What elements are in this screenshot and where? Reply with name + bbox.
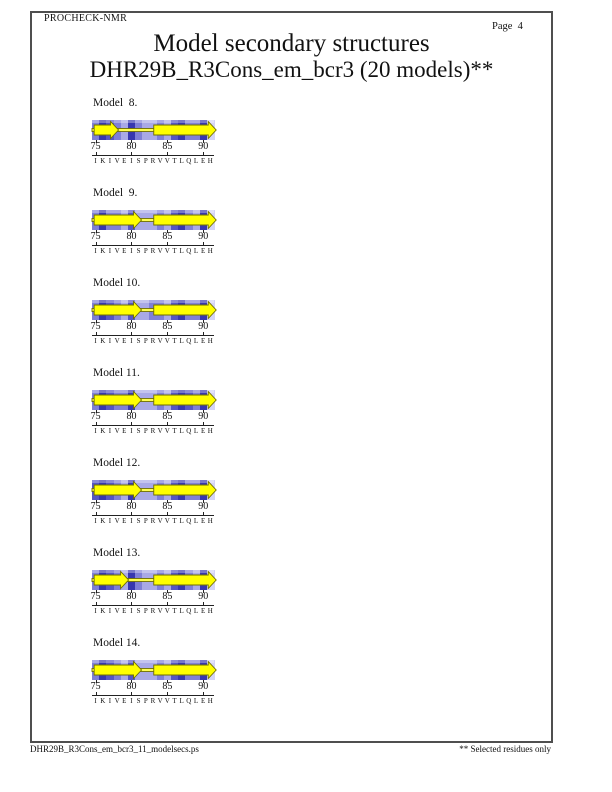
axis-tick-label: 80 — [126, 591, 137, 602]
beta-strand-arrow — [94, 212, 141, 229]
sequence-letter: V — [157, 157, 163, 165]
sequence-letter: Q — [186, 697, 192, 705]
sequence-letter: P — [143, 337, 148, 345]
sequence-letter: L — [193, 247, 199, 255]
sequence-letter: E — [201, 337, 206, 345]
sequence-letter: V — [157, 427, 163, 435]
sequence-letter: I — [108, 157, 112, 165]
sequence-ruler — [92, 425, 214, 426]
axis-tick-label: 90 — [198, 501, 209, 512]
sequence-letter: L — [179, 697, 184, 705]
secondary-structure-glyphs — [92, 210, 214, 230]
secondary-structure-glyphs — [92, 120, 214, 140]
sequence-letter: Q — [186, 607, 192, 615]
axis-tick-label: 75 — [90, 681, 101, 692]
sequence-letter: V — [164, 697, 170, 705]
sequence-letter: P — [143, 427, 148, 435]
sequence-letter: L — [179, 157, 184, 165]
sequence-letter: T — [172, 427, 177, 435]
sequence-letter: Q — [186, 337, 192, 345]
structure-bar — [92, 480, 214, 500]
sequence-letter: P — [143, 517, 148, 525]
sequence-letter: V — [164, 517, 170, 525]
sequence-letter: V — [114, 607, 120, 615]
sequence-letter: V — [114, 427, 120, 435]
sequence-letter: I — [108, 517, 112, 525]
sequence-letter: L — [193, 517, 199, 525]
sequence-letter: I — [108, 697, 112, 705]
sequence-letter: T — [172, 337, 177, 345]
sequence-letter: I — [94, 247, 97, 255]
sequence-letter: K — [100, 247, 106, 255]
model-label: Model 11. — [93, 367, 140, 379]
sequence-letter: K — [100, 157, 106, 165]
sequence-letter: I — [94, 697, 97, 705]
model-block — [0, 97, 612, 187]
sequence-letter: Q — [186, 427, 192, 435]
sequence-letter: R — [150, 337, 156, 345]
sequence-letter: P — [143, 157, 148, 165]
sequence-letter: K — [100, 697, 106, 705]
sequence-letter: S — [136, 157, 141, 165]
sequence-letter: K — [100, 337, 106, 345]
axis-tick-label: 90 — [198, 681, 209, 692]
model-block — [0, 277, 612, 367]
sequence-letter: L — [193, 157, 199, 165]
sequence-letter: L — [179, 337, 184, 345]
sequence-letter: H — [207, 517, 213, 525]
beta-strand-arrow — [154, 302, 216, 319]
axis-tick-label: 80 — [126, 501, 137, 512]
sequence-letter: S — [136, 247, 141, 255]
model-label: Model 14. — [93, 637, 141, 649]
sequence-letter: I — [94, 337, 97, 345]
sequence-ruler — [92, 605, 214, 606]
sequence-row — [92, 427, 214, 436]
axis-tick-label: 85 — [162, 141, 173, 152]
axis-tick-label: 75 — [90, 411, 101, 422]
sequence-letter: E — [122, 607, 127, 615]
axis-tick-label: 85 — [162, 321, 173, 332]
axis-tick-label: 75 — [90, 141, 101, 152]
sequence-letter: E — [201, 427, 206, 435]
structure-bar — [92, 120, 214, 140]
sequence-letter: K — [100, 607, 106, 615]
sequence-letter: H — [207, 247, 213, 255]
axis-tick-label: 90 — [198, 141, 209, 152]
sequence-letter: T — [172, 697, 177, 705]
axis-tick-label: 85 — [162, 681, 173, 692]
sequence-letter: I — [94, 157, 97, 165]
sequence-letter: V — [114, 247, 120, 255]
secondary-structure-glyphs — [92, 660, 214, 680]
sequence-letter: R — [150, 697, 156, 705]
beta-strand-arrow — [94, 662, 141, 679]
sequence-letter: K — [100, 517, 106, 525]
axis-tick-label: 90 — [198, 321, 209, 332]
sequence-letter: I — [130, 607, 133, 615]
sequence-letter: I — [130, 157, 133, 165]
sequence-letter: S — [136, 697, 141, 705]
sequence-letter: Q — [186, 517, 192, 525]
sequence-letter: V — [114, 697, 120, 705]
sequence-ruler — [92, 245, 214, 246]
sequence-letter: I — [130, 697, 133, 705]
sequence-letter: L — [193, 697, 199, 705]
sequence-letter: E — [122, 427, 127, 435]
page-number: Page 4 — [492, 21, 523, 32]
axis-tick-label: 90 — [198, 591, 209, 602]
beta-strand-arrow — [94, 392, 141, 409]
axis-tick-label: 90 — [198, 231, 209, 242]
axis-tick-label: 85 — [162, 591, 173, 602]
sequence-letter: H — [207, 607, 213, 615]
sequence-letter: L — [193, 337, 199, 345]
sequence-letter: H — [207, 427, 213, 435]
sequence-ruler — [92, 695, 214, 696]
beta-strand-arrow — [154, 212, 216, 229]
sequence-letter: V — [157, 247, 163, 255]
structure-bar — [92, 390, 214, 410]
axis-tick-label: 80 — [126, 681, 137, 692]
app-name: PROCHECK-NMR — [44, 13, 128, 24]
structure-bar — [92, 210, 214, 230]
secondary-structure-glyphs — [92, 570, 214, 590]
sequence-row — [92, 517, 214, 526]
sequence-letter: L — [179, 517, 184, 525]
sequence-ruler — [92, 155, 214, 156]
sequence-row — [92, 157, 214, 166]
sequence-row — [92, 337, 214, 346]
sequence-letter: E — [201, 697, 206, 705]
sequence-letter: V — [114, 157, 120, 165]
model-block — [0, 547, 612, 637]
model-block — [0, 637, 612, 727]
beta-strand-arrow — [94, 302, 141, 319]
sequence-letter: S — [136, 427, 141, 435]
beta-strand-arrow — [154, 482, 216, 499]
sequence-ruler — [92, 515, 214, 516]
sequence-letter: L — [179, 427, 184, 435]
structure-bar — [92, 300, 214, 320]
model-block — [0, 187, 612, 277]
sequence-letter: Q — [186, 247, 192, 255]
sequence-letter: I — [130, 337, 133, 345]
sequence-letter: T — [172, 247, 177, 255]
sequence-row — [92, 247, 214, 256]
sequence-letter: V — [164, 157, 170, 165]
axis-tick-label: 90 — [198, 411, 209, 422]
axis-tick-label: 75 — [90, 501, 101, 512]
sequence-letter: S — [136, 607, 141, 615]
sequence-letter: L — [193, 607, 199, 615]
sequence-letter: R — [150, 607, 156, 615]
axis-tick-label: 80 — [126, 411, 137, 422]
secondary-structure-glyphs — [92, 390, 214, 410]
beta-strand-arrow — [154, 122, 216, 139]
beta-strand-arrow — [154, 392, 216, 409]
sequence-letter: E — [122, 157, 127, 165]
sequence-letter: V — [114, 337, 120, 345]
model-label: Model 13. — [93, 547, 141, 559]
sequence-letter: I — [130, 427, 133, 435]
sequence-letter: Q — [186, 157, 192, 165]
beta-strand-arrow — [94, 122, 118, 139]
sequence-letter: L — [179, 607, 184, 615]
sequence-letter: P — [143, 607, 148, 615]
structure-bar — [92, 660, 214, 680]
page-subtitle: DHR29B_R3Cons_em_bcr3 (20 models)** — [89, 57, 494, 82]
sequence-letter: R — [150, 247, 156, 255]
axis-tick-label: 80 — [126, 141, 137, 152]
sequence-letter: E — [122, 517, 127, 525]
sequence-letter: I — [94, 427, 97, 435]
sequence-letter: V — [164, 427, 170, 435]
sequence-letter: E — [201, 607, 206, 615]
sequence-letter: L — [193, 427, 199, 435]
axis-tick-label: 85 — [162, 411, 173, 422]
sequence-letter: I — [108, 337, 112, 345]
sequence-letter: E — [201, 247, 206, 255]
sequence-letter: T — [172, 157, 177, 165]
axis-tick-label: 75 — [90, 591, 101, 602]
sequence-letter: H — [207, 157, 213, 165]
beta-strand-arrow — [154, 662, 216, 679]
secondary-structure-glyphs — [92, 300, 214, 320]
sequence-letter: I — [94, 517, 97, 525]
page-title: Model secondary structures — [153, 30, 430, 57]
axis-tick-label: 85 — [162, 231, 173, 242]
sequence-letter: I — [108, 607, 112, 615]
sequence-letter: K — [100, 427, 106, 435]
sequence-letter: R — [150, 517, 156, 525]
sequence-letter: V — [164, 607, 170, 615]
sequence-letter: E — [201, 517, 206, 525]
sequence-letter: V — [157, 607, 163, 615]
model-block — [0, 367, 612, 457]
sequence-letter: V — [157, 697, 163, 705]
sequence-letter: V — [157, 517, 163, 525]
sequence-letter: H — [207, 697, 213, 705]
model-block — [0, 457, 612, 547]
sequence-letter: S — [136, 337, 141, 345]
axis-tick-label: 80 — [126, 321, 137, 332]
beta-strand-arrow — [154, 572, 216, 589]
beta-strand-arrow — [94, 572, 128, 589]
sequence-letter: I — [94, 607, 97, 615]
sequence-letter: P — [143, 697, 148, 705]
axis-tick-label: 75 — [90, 231, 101, 242]
sequence-row — [92, 607, 214, 616]
sequence-letter: I — [130, 247, 133, 255]
sequence-letter: P — [143, 247, 148, 255]
sequence-row — [92, 697, 214, 706]
axis-tick-label: 80 — [126, 231, 137, 242]
model-label: Model 12. — [93, 457, 141, 469]
sequence-ruler — [92, 335, 214, 336]
sequence-letter: I — [108, 427, 112, 435]
sequence-letter: V — [114, 517, 120, 525]
axis-tick-label: 85 — [162, 501, 173, 512]
sequence-letter: I — [108, 247, 112, 255]
sequence-letter: T — [172, 607, 177, 615]
model-label: Model 8. — [93, 97, 138, 109]
beta-strand-arrow — [94, 482, 141, 499]
sequence-letter: V — [157, 337, 163, 345]
sequence-letter: E — [122, 697, 127, 705]
sequence-letter: H — [207, 337, 213, 345]
sequence-letter: R — [150, 157, 156, 165]
footer-note: ** Selected residues only — [459, 744, 551, 754]
axis-tick-label: 75 — [90, 321, 101, 332]
sequence-letter: S — [136, 517, 141, 525]
sequence-letter: I — [130, 517, 133, 525]
sequence-letter: R — [150, 427, 156, 435]
sequence-letter: T — [172, 517, 177, 525]
model-label: Model 9. — [93, 187, 138, 199]
sequence-letter: E — [122, 247, 127, 255]
sequence-letter: V — [164, 247, 170, 255]
sequence-letter: E — [122, 337, 127, 345]
sequence-letter: V — [164, 337, 170, 345]
model-label: Model 10. — [93, 277, 141, 289]
structure-bar — [92, 570, 214, 590]
footer-filename: DHR29B_R3Cons_em_bcr3_11_modelsecs.ps — [30, 744, 199, 754]
secondary-structure-glyphs — [92, 480, 214, 500]
sequence-letter: E — [201, 157, 206, 165]
sequence-letter: L — [179, 247, 184, 255]
